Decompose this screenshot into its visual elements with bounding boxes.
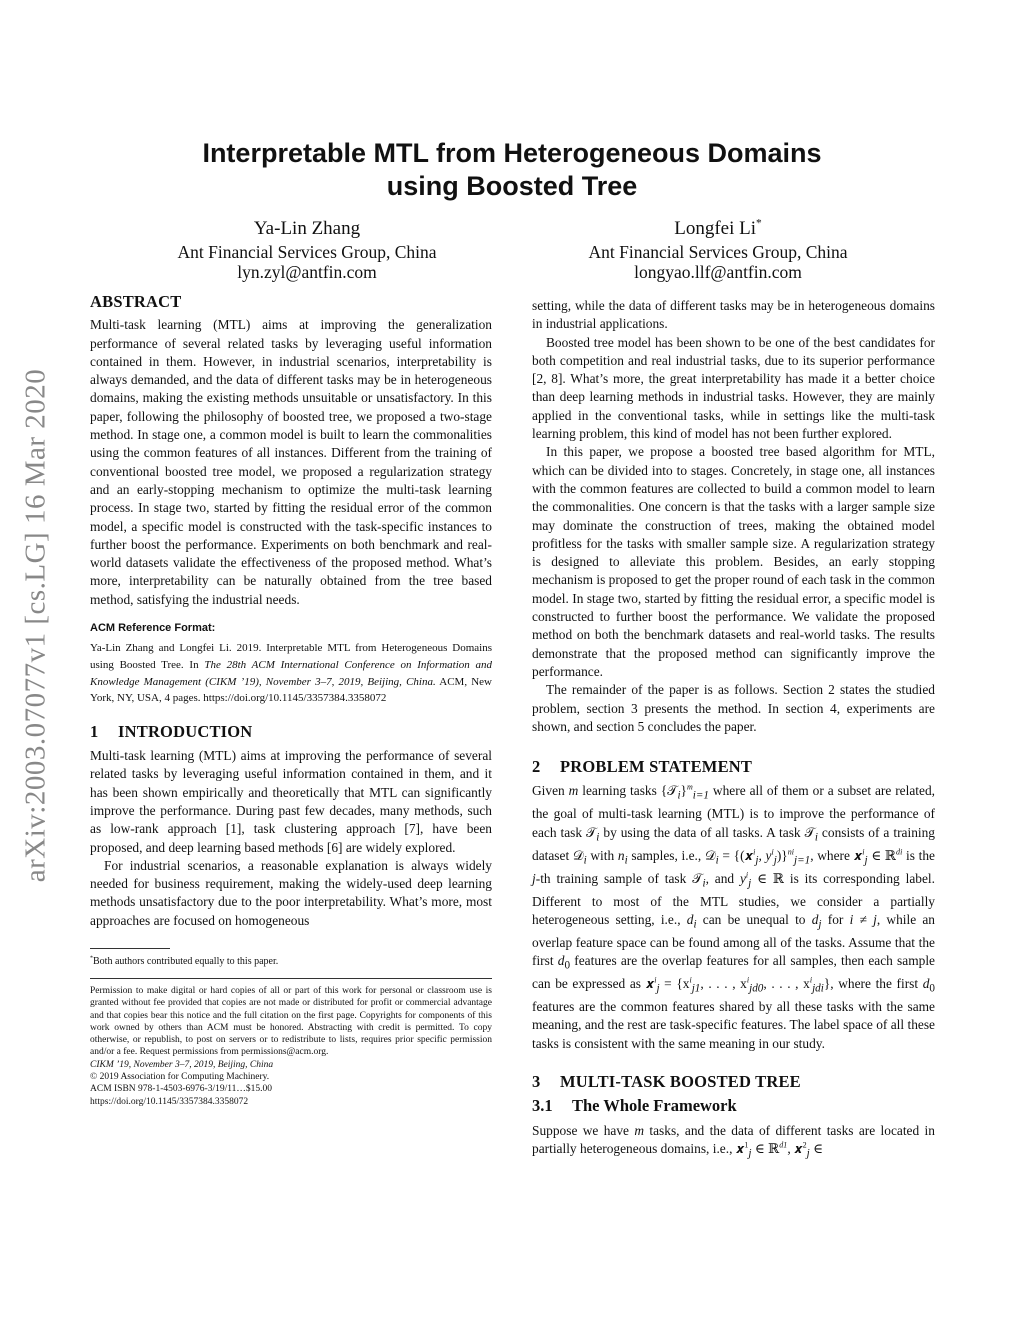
framework-paragraph: Suppose we have m tasks, and the data of different tasks are located in partially heterogeneous domains, i.e., 𝒙$^1_j$ ∈ ℝ$^{d1}$, 𝒙$^2_j$ ∈ (532, 1122, 935, 1160)
author-name: Ya-Lin Zhang (253, 218, 361, 239)
intro-paragraph: The remainder of the paper is as follows. Section 2 states the studied problem, section 3 presents the method. In section 4, experiments are shown, and section 5 concludes the paper. (532, 682, 935, 734)
intro-paragraph: In this paper, we propose a boosted tree based algorithm for MTL, which can be divided into to stages. Concretely, in stage one, all instances with the common features are collected to build a common model to learn the commonalities. One concern is that the tasks with a larger sample size may dominate the construction of trees, making the obtained model profitless for the tasks with smaller sample size. A regularization strategy is designed to alleviate this problem. Besides, an early stopping mechanism is proposed to get the proper round of each task in the common model. In stage two, started by fitting the residual error, a specific model is constructed to further boost the performance. We validate the proposed method on both the benchmark datasets and real-world tasks. The results demonstrate that the proposed method can significantly improve the performance. (532, 444, 935, 679)
arxiv-stamp: arXiv:2003.07077v1 [cs.LG] 16 Mar 2020 (19, 368, 52, 882)
isbn: ACM ISBN 978-1-4503-6976-3/19/11…$15.00 (90, 1084, 272, 1095)
reference-format-text: Ya-Lin Zhang and Longfei Li. 2019. Interpretable MTL from Heterogeneous Domains using Boosted Tree. In The 28th ACM International Conference on Information and Knowledge Management (CIKM ’19), November 3–7, 2019, Beijing, China. ACM, New York, NY, USA, 4 pages. https://doi.org/10.1145/3357384.3358072 (90, 642, 492, 705)
permission-text: Permission to make digital or hard copies of all or part of this work for personal or classroom use is granted without fee provided that copies are not made or distributed for profit or commercial advantage and that copies bear this notice and the full citation on the first page. Copyrights for components of this work owned by others than ACM must be honored. Abstracting with credit is permitted. To copy otherwise, or republish, to post on servers or to redistribute to lists, requires prior specific permission and/or a fee. Request permissions from permissions@acm.org. (90, 985, 492, 1058)
subsection-heading-framework: 3.1 The Whole Framework (532, 1096, 737, 1116)
author-affiliation: Ant Financial Services Group, China (177, 242, 437, 262)
reference-format-heading: ACM Reference Format: (90, 622, 216, 635)
author-email: longyao.llf@antfin.com (634, 262, 802, 282)
doi-link: https://doi.org/10.1145/3357384.3358072 (90, 1096, 249, 1107)
section-heading-introduction: 1 INTRODUCTION (90, 721, 253, 741)
abstract-text: Multi-task learning (MTL) aims at improving the generalization performance of several related tasks by leveraging useful information contained in them. However, in industrial scenarios, interpretability is always demanded, and the data of different tasks may be in heterogeneous domains, making the existing methods unsuitable or unsatisfactory. In this paper, following the philosophy of boosted tree, we proposed a two-stage method. In stage one, a common model is built to learn the commonalities using the common features of all instances. Different from the training of conventional boosted tree model, we proposed a regularization strategy and an early-stopping mechanism to optimize the multi-task learning process. In stage two, started by fitting the residual error of the common model, a specific model is constructed with the task-specific instances to further boost the performance. Experiments on both benchmark and real-world datasets validate the effectiveness of the proposed method. What’s more, interpretability can be naturally obtained from the tree based method, satisfying the industrial needs. (90, 317, 492, 607)
permission-rule (90, 978, 492, 979)
intro-paragraph: For industrial scenarios, a reasonable explanation is always widely needed for business requirement, making the widely-used deep learning methods unsatisfactory due to the poor interpretability. What’s more, most approaches are focused on homogeneous (90, 857, 492, 928)
author-name: Longfei Li* (674, 217, 762, 239)
intro-paragraph: setting, while the data of different tasks may be in heterogeneous domains in industrial applications. (532, 298, 935, 332)
author-affiliation: Ant Financial Services Group, China (588, 242, 848, 262)
intro-paragraph: Boosted tree model has been shown to be one of the best candidates for both competition and real industrial tasks, due to its superior performance [2, 8]. What’s more, the great interpretability has made it a better choice than deep learning methods in industrial tasks. However, they are mainly applied in the conventional tasks, while in settings like the multi-task learning problem, this kind of model has not been further explored. (532, 334, 935, 442)
section-heading-boosted-tree: 3 MULTI-TASK BOOSTED TREE (532, 1071, 801, 1091)
paper-title: Interpretable MTL from Heterogeneous Domains using Boosted Tree (202, 138, 822, 201)
intro-paragraph: Multi-task learning (MTL) aims at improving the performance of several related tasks by leveraging useful information contained in them, and it has been shown empirically and theoretically that MTL can significantly improve the performance. During past few decades, many methods, such as low-rank approach [1], task clustering approach [7], have been proposed, and deep learning based methods [6] are widely explored. (90, 748, 492, 855)
footnote-rule (90, 948, 170, 949)
copyright: © 2019 Association for Computing Machinery. (90, 1072, 270, 1083)
left-column (90, 293, 492, 1108)
problem-paragraph: Given m learning tasks {𝒯$_i$}$^m_{i=1}$ where all of them or a subset are related, the goal of multi-task learning (MTL) is to improve the performance of each task 𝒯$_i$ by using the data of all tasks. A task 𝒯$_i$ consists of a training dataset 𝒟$_i$ with $n_i$ samples, i.e., 𝒟$_i$ = {(𝒙$^i_j$, $y^i_j)\}^{ni}_{j=1}$, where 𝒙$^i_j$ ∈ ℝ$^{di}$ is the j-th training sample of task 𝒯$_i$, and $y^i_j$ ∈ ℝ is its corresponding label. Different to most of the MTL studies, we consider a partially heterogeneous setting, i.e., $d_i$ can be unequal to $d_j$ for i ≠ j, while an overlap feature space can be found among all of the tasks. Assume that the first $d_0$ features are the overlap features for all samples, then each sample can be expressed as 𝒙$^i_j$ = {$x^i_{j1}$, . . . , $x^i_{jd0}$, . . . , $x^i_{jdi}$}, where the first $d_0$ features are the common features shared by all these tasks with the same meaning, and the rest are task-specific features. The label space of all these tasks is consistent with the same meaning in our study. (532, 782, 936, 1051)
venue: CIKM ’19, November 3–7, 2019, Beijing, China (90, 1059, 274, 1070)
section-heading-problem: 2 PROBLEM STATEMENT (532, 757, 753, 777)
author-block (107, 219, 507, 282)
author-block (518, 219, 918, 282)
right-column (532, 297, 935, 1163)
author-email: lyn.zyl@antfin.com (237, 262, 377, 282)
footnote: *Both authors contributed equally to this paper. (90, 955, 279, 967)
permission-block (90, 985, 492, 1108)
abstract-heading: ABSTRACT (90, 292, 182, 311)
